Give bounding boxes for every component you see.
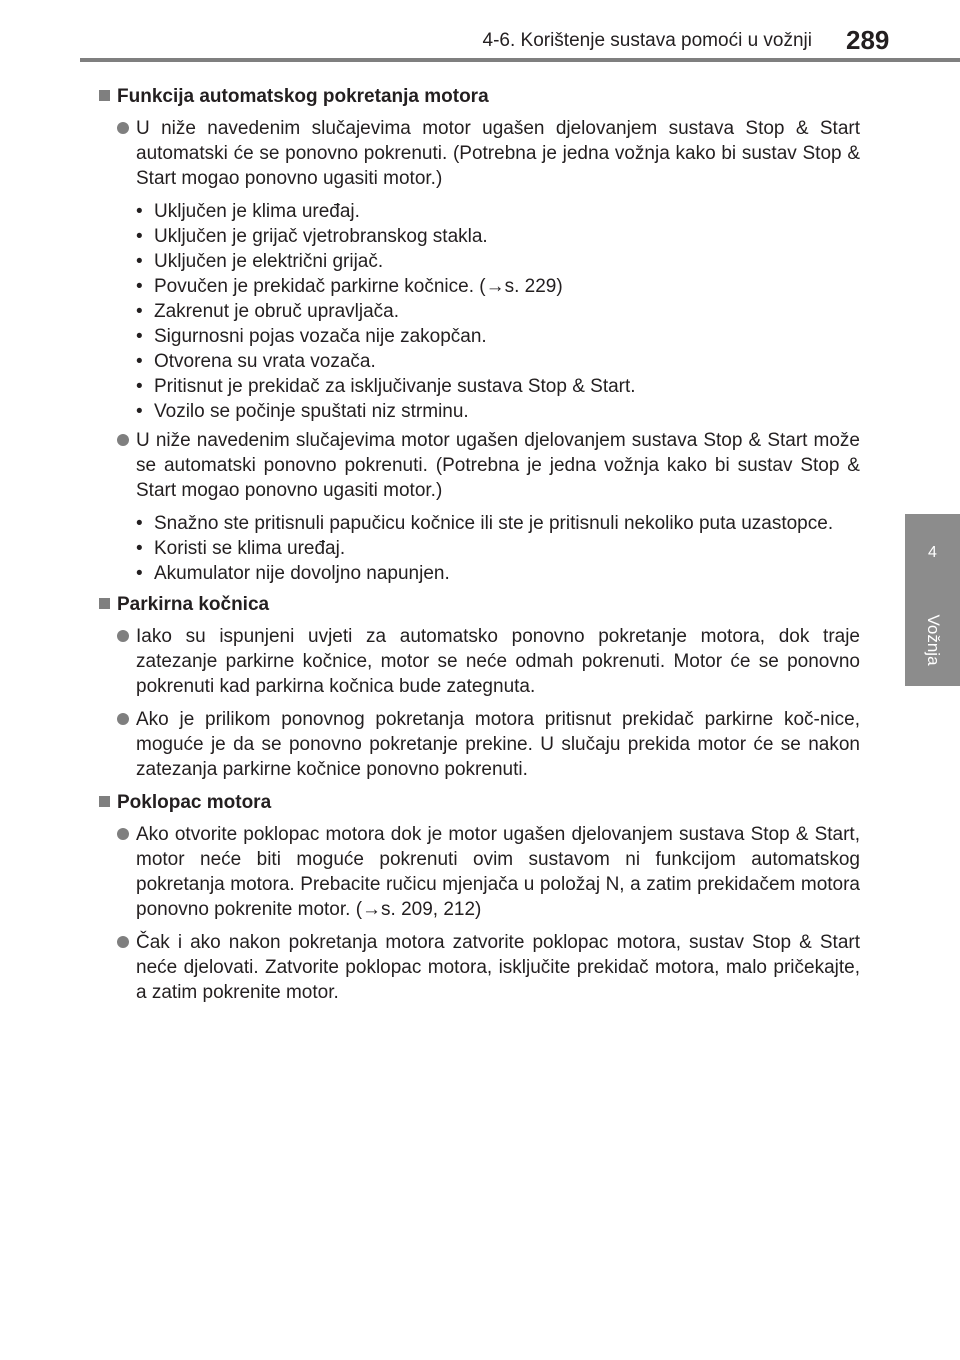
list-item-text: Otvorena su vrata vozača. [154, 351, 376, 372]
list-item [98, 511, 860, 536]
list-item-text: Pritisnut je prekidač za isključivanje sustava Stop & Start. [154, 376, 636, 397]
list-item-text: Uključen je klima uređaj. [154, 201, 360, 222]
list-item-text: Uključen je električni grijač. [154, 251, 384, 272]
page-content [98, 78, 860, 1013]
list-item-text: Sigurnosni pojas vozača nije zakopčan. [154, 326, 487, 347]
section-title [98, 790, 860, 815]
bullet-paragraph [98, 428, 860, 503]
dot-icon: • [136, 513, 143, 534]
bullet-paragraph [98, 116, 860, 191]
dot-icon: • [136, 351, 143, 372]
header-rule [80, 58, 960, 62]
section-title-text: Funkcija automatskog pokretanja motora [117, 86, 489, 107]
list-item [98, 399, 860, 424]
dot-icon: • [136, 251, 143, 272]
square-bullet-icon [99, 90, 110, 101]
list-item [98, 374, 860, 399]
dot-icon: • [136, 538, 143, 559]
dot-icon: • [136, 276, 143, 297]
dot-icon: • [136, 376, 143, 397]
square-bullet-icon [99, 598, 110, 609]
list-item [98, 274, 860, 299]
condition-list [98, 199, 860, 424]
page-number: 289 [846, 25, 890, 55]
list-item [98, 561, 860, 586]
circle-bullet-icon [117, 828, 129, 840]
list-item [98, 349, 860, 374]
bullet-text: Iako su ispunjeni uvjeti za automatsko ponovno pokretanje motora, dok traje zatezanje parkirne kočnice, motor se neće odmah pokrenuti. Motor će se ponovno pokrenuti kad parkirna kočnica bude zategnuta. [136, 626, 860, 697]
bullet-paragraph [98, 822, 860, 922]
list-item-text: Vozilo se počinje spuštati niz strminu. [154, 401, 469, 422]
list-item [98, 324, 860, 349]
chapter-label-box [905, 610, 960, 670]
section-title-text: Parkirna kočnica [117, 594, 270, 615]
dot-icon: • [136, 326, 143, 347]
circle-bullet-icon [117, 434, 129, 446]
bullet-paragraph [98, 624, 860, 699]
dot-icon: • [136, 201, 143, 222]
list-item [98, 249, 860, 274]
dot-icon: • [136, 563, 143, 584]
circle-bullet-icon [117, 713, 129, 725]
bullet-paragraph [98, 707, 860, 782]
chapter-tab[interactable] [905, 514, 960, 686]
bullet-paragraph [98, 930, 860, 1005]
bullet-text: Čak i ako nakon pokretanja motora zatvorite poklopac motora, sustav Stop & Start neće djelovati. Zatvorite poklopac motora, isključite prekidač motora, malo pričekajte, a zatim pokrenite motor. [136, 932, 860, 1003]
chapter-label: Vožnja [923, 614, 943, 666]
bullet-text: U niže navedenim slučajevima motor ugašen djelovanjem sustava Stop & Start automatski će se ponovno pokrenuti. (Potrebna je jedna vožnja kako bi sustav Stop & Start mogao ponovno ugasiti motor.) [136, 118, 860, 189]
list-item-text: Uključen je grijač vjetrobranskog stakla. [154, 226, 488, 247]
list-item [98, 536, 860, 561]
section-title [98, 84, 860, 109]
dot-icon: • [136, 301, 143, 322]
bullet-text: Ako je prilikom ponovnog pokretanja motora pritisnut prekidač parkirne koč-nice, moguće je da se ponovno pokretanje prekine. U slučaju prekida motor će se nakon zatezanja parkirne kočnice ponovno pokrenuti. [136, 709, 860, 780]
square-bullet-icon [99, 796, 110, 807]
list-item [98, 224, 860, 249]
section-heading: 4-6. Korištenje sustava pomoći u vožnji [482, 30, 812, 51]
list-item [98, 199, 860, 224]
list-item-text: Zakrenut je obruč upravljača. [154, 301, 400, 322]
chapter-number: 4 [928, 544, 937, 561]
circle-bullet-icon [117, 936, 129, 948]
bullet-text: U niže navedenim slučajevima motor ugašen djelovanjem sustava Stop & Start može se automatski ponovno pokrenuti. (Potrebna je jedna vožnja kako bi sustav Stop & Start mogao ponovno ugasiti motor.) [136, 430, 860, 501]
list-item-text: Snažno ste pritisnuli papučicu kočnice ili ste je pritisnuli nekoliko puta uzastopce. [154, 513, 834, 534]
list-item-text: Akumulator nije dovoljno napunjen. [154, 563, 450, 584]
bullet-text: Ako otvorite poklopac motora dok je motor ugašen djelovanjem sustava Stop & Start, motor neće biti moguće pokrenuti ovim sustavom ni funkcijom automatskog pokretanja motora. Prebacite ručicu mjenjača u položaj N, a zatim prekidačem motora ponovno pokrenite motor. (→s. 209, 212) [136, 824, 860, 920]
circle-bullet-icon [117, 122, 129, 134]
dot-icon: • [136, 401, 143, 422]
list-item-text: Povučen je prekidač parkirne kočnice. (→s. 229) [154, 276, 563, 297]
dot-icon: • [136, 226, 143, 247]
list-item-text: Koristi se klima uređaj. [154, 538, 346, 559]
page-header [0, 0, 960, 62]
list-item [98, 299, 860, 324]
section-title-text: Poklopac motora [117, 792, 272, 813]
condition-list [98, 511, 860, 586]
section-title [98, 592, 860, 617]
circle-bullet-icon [117, 630, 129, 642]
